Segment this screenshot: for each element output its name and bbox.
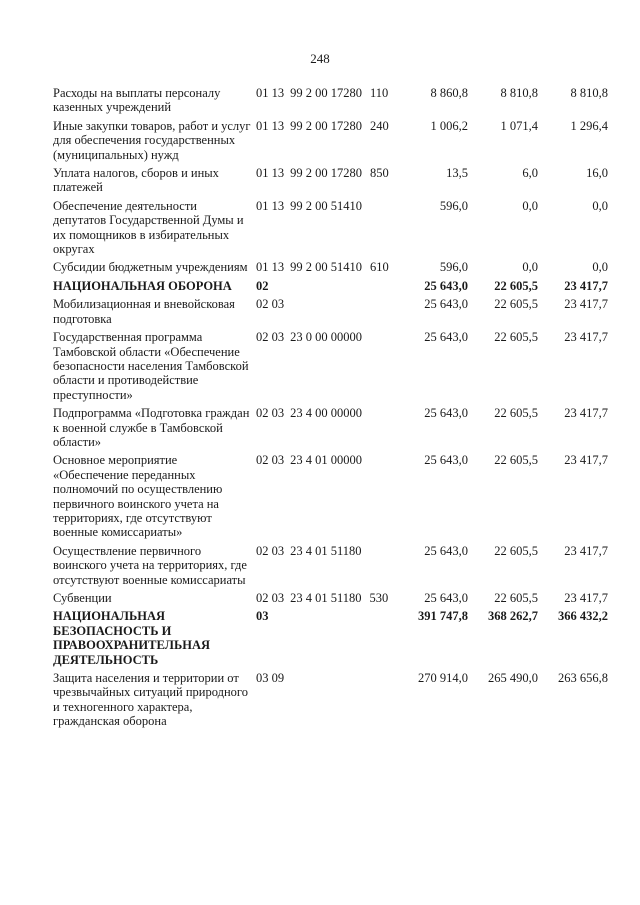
budget-table xyxy=(53,86,613,733)
amount-year-3: 263 656,8 xyxy=(558,671,608,686)
expense-kind-code: 530 xyxy=(369,591,389,605)
amount-year-2: 22 605,5 xyxy=(494,278,538,293)
amount-year-3: 0,0 xyxy=(592,260,608,275)
amount-year-3: 23 417,7 xyxy=(564,591,608,605)
section-code: 02 03 xyxy=(256,330,285,345)
amount-year-2: 0,0 xyxy=(522,198,538,213)
table-row xyxy=(53,406,613,449)
target-code: 23 4 01 00000 xyxy=(290,453,362,468)
table-row xyxy=(53,119,613,162)
amount-year-3: 366 432,2 xyxy=(558,609,608,624)
expense-kind-code: 850 xyxy=(370,166,389,181)
table-row xyxy=(53,199,613,257)
amount-year-1: 25 643,0 xyxy=(424,591,468,605)
amount-year-2: 1 071,4 xyxy=(500,118,538,133)
amount-year-3: 23 417,7 xyxy=(564,278,608,293)
target-code: 23 4 01 51180 xyxy=(290,543,362,558)
section-code: 01 13 xyxy=(256,86,285,100)
amount-year-2: 22 605,5 xyxy=(494,453,538,468)
row-code xyxy=(256,591,398,605)
amount-year-1: 596,0 xyxy=(439,260,468,275)
section-code: 02 03 xyxy=(256,297,285,312)
row-code xyxy=(256,297,398,326)
section-code: 02 03 xyxy=(256,453,285,468)
row-name: Мобилизационная и вневойсковая подготовка xyxy=(53,297,235,326)
table-row xyxy=(53,297,613,326)
row-code xyxy=(256,166,398,195)
section-code: 01 13 xyxy=(256,260,285,275)
table-row xyxy=(53,279,613,293)
amount-year-2: 265 490,0 xyxy=(488,671,538,686)
table-row xyxy=(53,86,613,115)
row-code xyxy=(256,609,398,667)
section-code: 02 03 xyxy=(256,406,285,421)
expense-kind-code: 110 xyxy=(370,86,389,100)
expense-kind-code: 610 xyxy=(370,260,389,275)
amount-year-3: 23 417,7 xyxy=(564,406,608,421)
table-row xyxy=(53,671,613,729)
row-name: Иные закупки товаров, работ и услуг для обеспечения государственных (муниципальных) нужд xyxy=(53,118,251,162)
section-code: 01 13 xyxy=(256,166,285,181)
row-code xyxy=(256,544,398,587)
row-code xyxy=(256,119,398,162)
amount-year-2: 22 605,5 xyxy=(494,406,538,421)
amount-year-1: 25 643,0 xyxy=(424,297,468,312)
section-code: 03 xyxy=(256,609,269,624)
amount-year-3: 23 417,7 xyxy=(564,543,608,558)
row-name: НАЦИОНАЛЬНАЯ БЕЗОПАСНОСТЬ И ПРАВООХРАНИТЕЛЬНАЯ ДЕЯТЕЛЬНОСТЬ xyxy=(53,609,210,667)
target-code: 99 2 00 17280 xyxy=(290,118,362,133)
row-code xyxy=(256,406,398,449)
row-code xyxy=(256,330,398,402)
section-code: 01 13 xyxy=(256,198,285,213)
row-name: Защита населения и территории от чрезвычайных ситуаций природного и техногенного характера, гражданская оборона xyxy=(53,671,248,729)
amount-year-1: 270 914,0 xyxy=(418,671,468,686)
target-code: 99 2 00 17280 xyxy=(290,166,362,181)
amount-year-1: 25 643,0 xyxy=(424,278,468,293)
row-name: НАЦИОНАЛЬНАЯ ОБОРОНА xyxy=(53,278,232,293)
row-name: Обеспечение деятельности депутатов Государственной Думы и их помощников в избирательных округах xyxy=(53,198,244,257)
table-row xyxy=(53,260,613,274)
amount-year-3: 8 810,8 xyxy=(570,86,608,100)
amount-year-1: 596,0 xyxy=(439,198,468,213)
amount-year-1: 25 643,0 xyxy=(424,543,468,558)
amount-year-2: 22 605,5 xyxy=(494,330,538,345)
section-code: 03 09 xyxy=(256,671,285,686)
amount-year-2: 0,0 xyxy=(522,260,538,275)
row-name: Основное мероприятие «Обеспечение переданных полномочий по осуществлению первичного воинского учета на территориях, где отсутствуют военные комиссариаты» xyxy=(53,453,223,540)
amount-year-3: 16,0 xyxy=(586,166,608,181)
table-row xyxy=(53,591,613,605)
page-number: 248 xyxy=(310,51,330,66)
table-row xyxy=(53,330,613,402)
expense-kind-code: 240 xyxy=(370,118,389,133)
amount-year-1: 1 006,2 xyxy=(430,118,468,133)
row-name: Субвенции xyxy=(53,591,112,605)
row-name: Расходы на выплаты персоналу казенных учреждений xyxy=(53,86,221,115)
amount-year-1: 13,5 xyxy=(446,166,468,181)
target-code: 23 4 00 00000 xyxy=(290,406,362,421)
amount-year-2: 368 262,7 xyxy=(488,609,538,624)
amount-year-3: 23 417,7 xyxy=(564,330,608,345)
row-name: Субсидии бюджетным учреждениям xyxy=(53,260,248,275)
row-code xyxy=(256,279,398,293)
section-code: 02 03 xyxy=(256,591,285,605)
amount-year-3: 23 417,7 xyxy=(564,453,608,468)
target-code: 99 2 00 51410 xyxy=(290,198,362,213)
amount-year-3: 1 296,4 xyxy=(570,118,608,133)
amount-year-2: 22 605,5 xyxy=(494,543,538,558)
target-code: 23 4 01 51180 xyxy=(290,591,362,605)
target-code: 23 0 00 00000 xyxy=(290,330,362,345)
table-row xyxy=(53,166,613,195)
target-code: 99 2 00 51410 xyxy=(290,260,362,275)
table-row xyxy=(53,453,613,539)
target-code: 99 2 00 17280 xyxy=(290,86,362,100)
row-code xyxy=(256,453,398,539)
table-row xyxy=(53,609,613,667)
amount-year-2: 6,0 xyxy=(522,166,538,181)
row-name: Подпрограмма «Подготовка граждан к военной службе в Тамбовской области» xyxy=(53,406,250,449)
table-row xyxy=(53,544,613,587)
amount-year-1: 25 643,0 xyxy=(424,453,468,468)
amount-year-1: 391 747,8 xyxy=(418,609,468,624)
row-code xyxy=(256,260,398,274)
amount-year-3: 23 417,7 xyxy=(564,297,608,312)
row-name: Государственная программа Тамбовской области «Обеспечение безопасности населения Тамбовской области и противодействие преступности» xyxy=(53,330,249,402)
row-code xyxy=(256,86,398,115)
row-name: Осуществление первичного воинского учета на территориях, где отсутствуют военные комиссариаты xyxy=(53,543,247,587)
section-code: 02 03 xyxy=(256,543,285,558)
amount-year-1: 25 643,0 xyxy=(424,406,468,421)
row-code xyxy=(256,199,398,257)
amount-year-2: 22 605,5 xyxy=(494,297,538,312)
amount-year-2: 22 605,5 xyxy=(494,591,538,605)
row-code xyxy=(256,671,398,729)
amount-year-1: 25 643,0 xyxy=(424,330,468,345)
section-code: 01 13 xyxy=(256,118,285,133)
amount-year-3: 0,0 xyxy=(592,198,608,213)
row-name: Уплата налогов, сборов и иных платежей xyxy=(53,166,219,195)
section-code: 02 xyxy=(256,278,269,293)
amount-year-2: 8 810,8 xyxy=(500,86,538,100)
amount-year-1: 8 860,8 xyxy=(430,86,468,100)
